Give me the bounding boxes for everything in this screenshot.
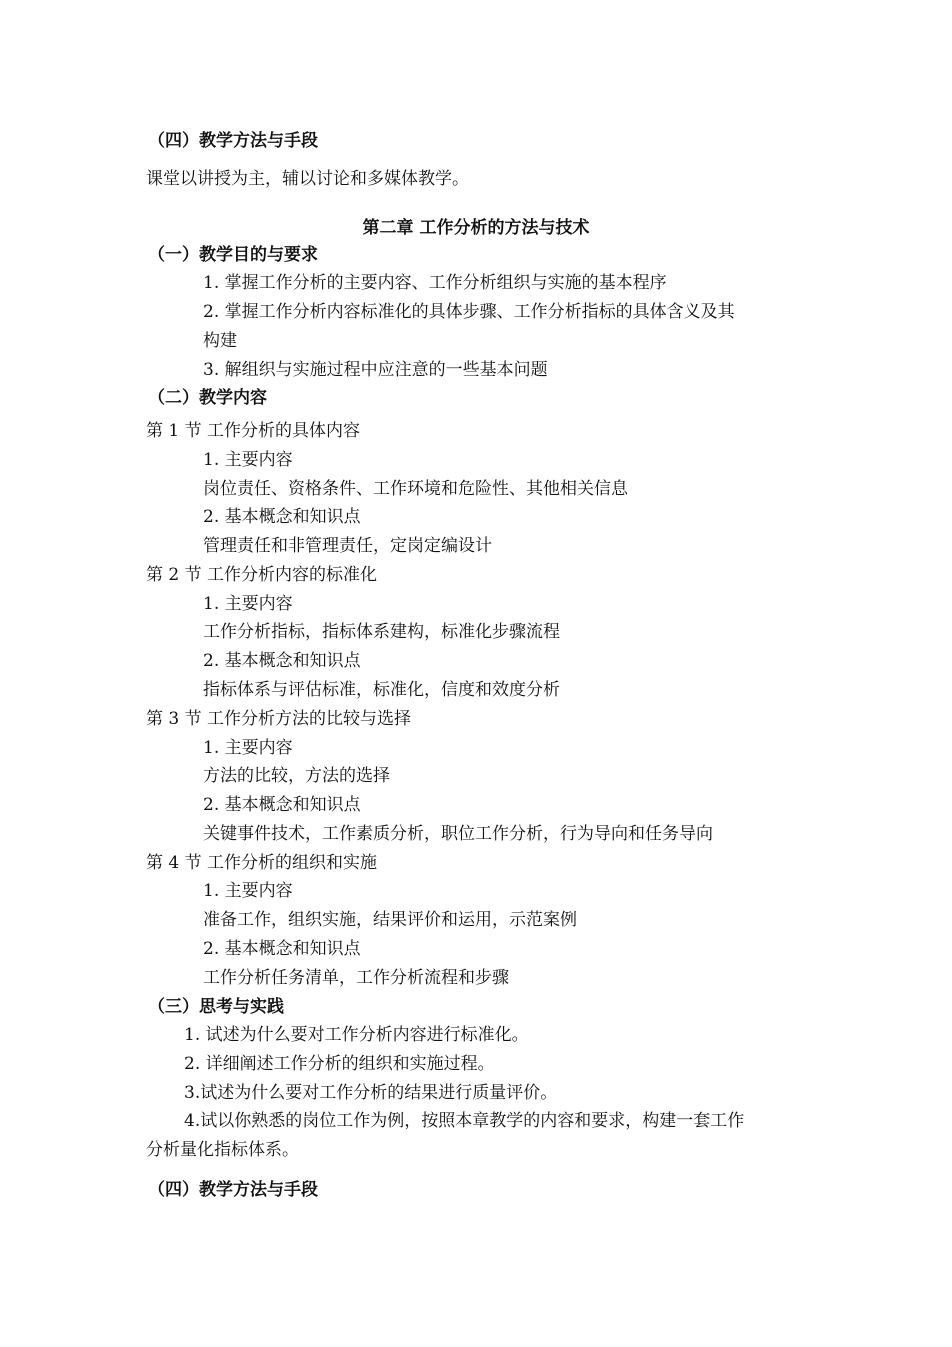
chapter-title: 第二章 工作分析的方法与技术: [362, 218, 590, 238]
practice-heading: （三）思考与实践: [148, 997, 284, 1017]
practice-item: 4.试以你熟悉的岗位工作为例，按照本章教学的内容和要求，构建一套工作: [184, 1111, 745, 1131]
methods-body-text: 课堂以讲授为主，辅以讨论和多媒体教学。: [146, 169, 469, 189]
main-content-text: 方法的比较，方法的选择: [203, 766, 390, 786]
section-title: 第 4 节 工作分析的组织和实施: [146, 853, 378, 873]
concept-label: 2. 基本概念和知识点: [203, 507, 361, 527]
practice-item: 2. 详细阐述工作分析的组织和实施过程。: [184, 1054, 495, 1074]
objective-item: 2. 掌握工作分析内容标准化的具体步骤、工作分析指标的具体含义及其: [203, 302, 735, 322]
content-heading: （二）教学内容: [148, 388, 267, 408]
practice-item: 3.试述为什么要对工作分析的结果进行质量评价。: [184, 1083, 558, 1103]
concept-text: 关键事件技术，工作素质分析，职位工作分析，行为导向和任务导向: [203, 824, 713, 844]
section-heading-methods-prev: （四）教学方法与手段: [148, 131, 318, 151]
main-content-label: 1. 主要内容: [203, 450, 293, 470]
concept-text: 管理责任和非管理责任，定岗定编设计: [203, 536, 492, 556]
main-content-text: 准备工作，组织实施，结果评价和运用，示范案例: [203, 910, 577, 930]
objective-item-continuation: 构建: [203, 331, 237, 351]
practice-item-continuation: 分析量化指标体系。: [146, 1140, 299, 1160]
practice-item: 1. 试述为什么要对工作分析内容进行标准化。: [184, 1025, 529, 1045]
main-content-text: 岗位责任、资格条件、工作环境和危险性、其他相关信息: [203, 479, 628, 499]
objectives-heading: （一）教学目的与要求: [148, 245, 318, 265]
section-title: 第 1 节 工作分析的具体内容: [146, 421, 361, 441]
main-content-label: 1. 主要内容: [203, 881, 293, 901]
concept-label: 2. 基本概念和知识点: [203, 939, 361, 959]
concept-text: 工作分析任务清单，工作分析流程和步骤: [203, 968, 509, 988]
methods-heading: （四）教学方法与手段: [148, 1180, 318, 1200]
concept-label: 2. 基本概念和知识点: [203, 651, 361, 671]
section-title: 第 2 节 工作分析内容的标准化: [146, 565, 378, 585]
objective-item: 3. 解组织与实施过程中应注意的一些基本问题: [203, 360, 548, 380]
concept-text: 指标体系与评估标准，标准化，信度和效度分析: [203, 680, 560, 700]
objective-item: 1. 掌握工作分析的主要内容、工作分析组织与实施的基本程序: [203, 273, 667, 293]
concept-label: 2. 基本概念和知识点: [203, 795, 361, 815]
main-content-text: 工作分析指标，指标体系建构，标准化步骤流程: [203, 622, 560, 642]
section-title: 第 3 节 工作分析方法的比较与选择: [146, 709, 412, 729]
main-content-label: 1. 主要内容: [203, 594, 293, 614]
main-content-label: 1. 主要内容: [203, 738, 293, 758]
